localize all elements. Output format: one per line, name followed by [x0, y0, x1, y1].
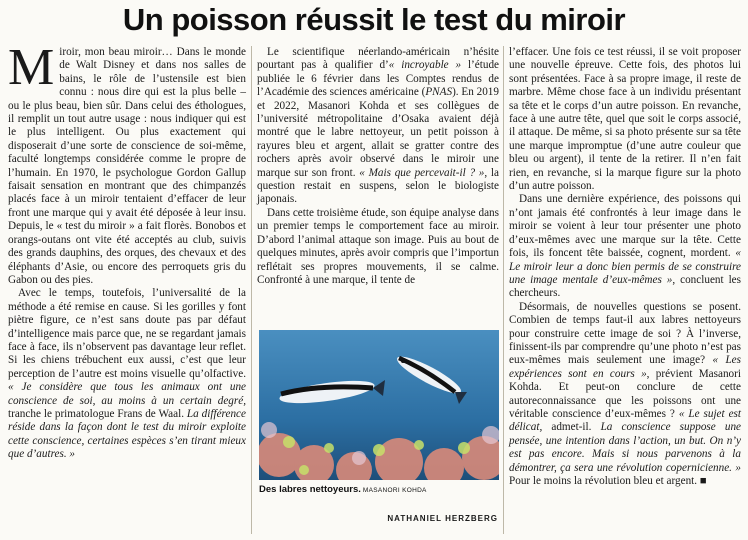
- column-2: [257, 46, 499, 287]
- paragraph: Avec le temps, toutefois, l’universalité de la méthode a été remise en cause. Si les gorilles y font piètre figure, ce n’est sans doute pas par défaut d’intelligence mais parce que, ne se regardant jamais face à face, ils n’observent pas davantage leur reflet. Si les chiens trébuchent eux aussi, c’est que leur perception de l’autre est moins visuelle qu’olfactive. « Je considère que tous les animaux ont une conscience de soi, au moins à un certain degré, tranche le primatologue Frans de Waal. La différence réside dans la façon dont le test du miroir exploite cette conscience, certaines espèces s’en tirant mieux que d’autres. »: [8, 287, 246, 461]
- paragraph: l’effacer. Une fois ce test réussi, il se voit proposer une nouvelle épreuve. Cette fois, des photos lui sont présentées. Face à sa propre image, il reste de marbre. Même chose face à un individu présentant sa tête et le corps d’un autre poisson. En revanche, face à une autre tête, quel que soit le corps associé, il attaque. De même, si sa photo présente sur sa tête une marque impromptue (d’une autre couleur que bleu ou argent), il tente de la retirer. Il n’en fait rien, en revanche, si la marque figure sur la photo d’un autre poisson.: [509, 46, 741, 193]
- article-title: Un poisson réussit le test du miroir: [122, 2, 626, 37]
- fish-photo: [259, 330, 499, 480]
- drop-cap: M: [8, 39, 55, 96]
- photo-credit: MASANORI KOHDA: [362, 487, 427, 494]
- cleaner-wrasse-image: [259, 330, 499, 480]
- column-divider: [251, 46, 252, 534]
- paragraph: Dans une dernière expérience, des poissons qui n’ont jamais été confrontés à leur image dans le miroir se voient à leur tour présenter une photo d’eux-mêmes avec une marque sur la tête. Cette fois, ils foncent tête baissée, cognent, mordent. « Le miroir leur a donc bien permis de se construire une image mentale d’eux-mêmes », concluent les chercheurs.: [509, 193, 741, 300]
- column-3: [509, 46, 741, 488]
- paragraph: Miroir, mon beau miroir… Dans le monde de Walt Disney et dans nos salles de bains, le rôle de l’ustensile est bien connu : nous dire qui est la plus belle – ou le plus beau, bien sûr. Dans celui des éthologues, il remplit un tout autre usage : nous indiquer qui est le plus intelligent. Ou plus exactement qui disposerait d’une sorte de conscience de soi-même, faculté longtemps considérée comme le propre de l’humain. En 1970, le psychologue Gordon Gallup faisait sensation en montrant que des chimpanzés placés face à un miroir tentaient d’effacer de leur front une marque qui y avait été déposée à leur insu. Depuis, le « test du miroir » a fait florès. Bonobos et orangs-outans ont vite été acceptés au club, suivis des grands dauphins, des orques, des chevaux et des éléphants d’Asie, ou encore des perroquets gris du Gabon ou des pies.: [8, 39, 246, 286]
- byline: NATHANIEL HERZBERG: [387, 514, 498, 523]
- photo-caption: Des labres nettoyeurs. MASANORI KOHDA: [259, 484, 427, 495]
- end-mark: ■: [699, 475, 707, 487]
- paragraph: Désormais, de nouvelles questions se posent. Combien de temps faut-il aux labres nettoyeurs pour construire cette image de soi ? À l’inverse, finissent-ils par comprendre qu’une photo n’est pas eux-mêmes mais seulement une image? « Les expériences sont en cours », prévient Masanori Kohda. Et peut-on conclure de cette autoreconnaissance que les poissons ont une véritable conscience d’eux-mêmes ? « Le sujet est délicat, admet-il. La conscience suppose une pensée, une intention dans l’action, un but. On n’y est pas encore. Mais si nous parvenons à la démontrer, ça sera une révolution copernicienne. » Pour le moins la révolution bleu et argent. ■: [509, 300, 741, 487]
- column-1: [8, 39, 246, 462]
- paragraph: Dans cette troisième étude, son équipe analyse dans un premier temps le comportement face au miroir. D’abord l’animal attaque son image. Puis au bout de quelques minutes, après avoir compris que l’importun reflétait ses propres mouvements, il se calme. Confronté à une marque, il tente de: [257, 206, 499, 286]
- column-divider: [503, 46, 504, 534]
- paragraph: Le scientifique néerlando-américain n’hésite pourtant pas à qualifier d’« incroyable » l’étude publiée le 6 février dans les Comptes rendus de l’Académie des sciences américaine (PNAS). En 2019 et 2022, Masanori Kohda et ses collègues de l’université métropolitaine d’Osaka avaient déjà montré que le labre nettoyeur, un petit poisson à rayures bleu et argent, allait se gratter contre des rochers après avoir observé dans le miroir une marque sur son front. « Mais que percevait-il ? », la question restait en suspens, selon le biologiste japonais.: [257, 46, 500, 206]
